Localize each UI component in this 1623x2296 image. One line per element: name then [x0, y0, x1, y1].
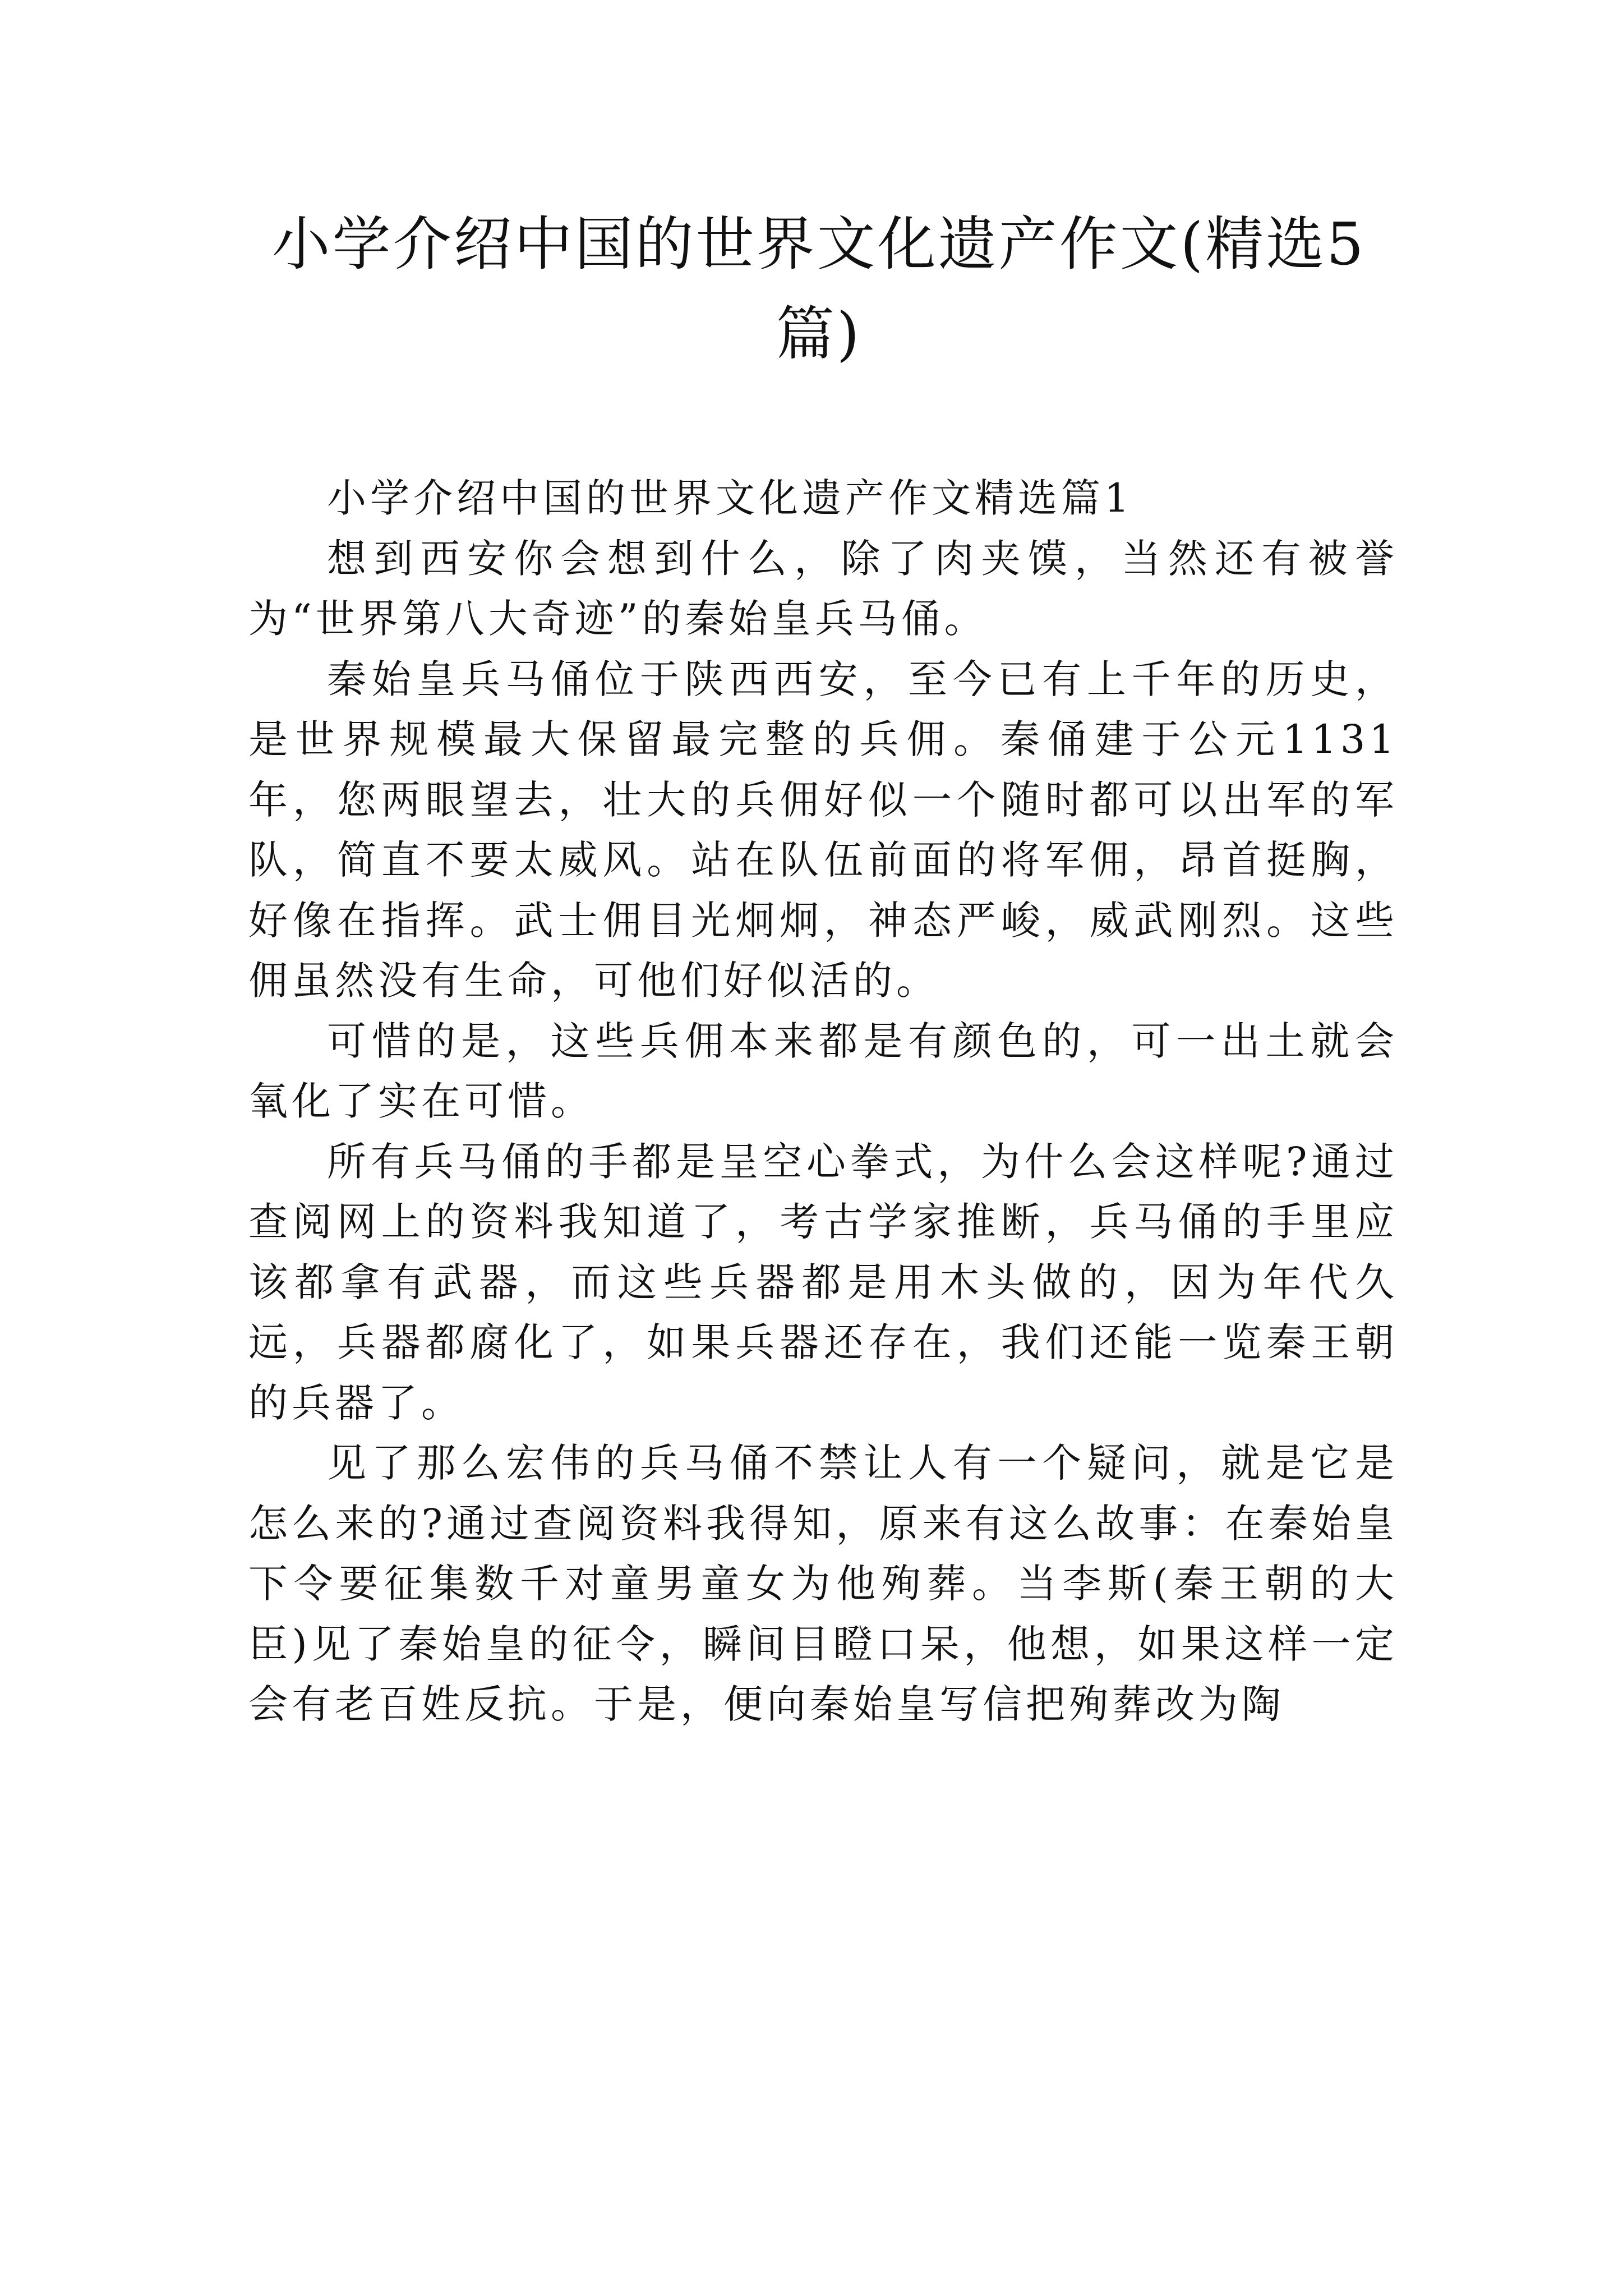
paragraph: 所有兵马俑的手都是呈空心拳式，为什么会这样呢?通过查阅网上的资料我知道了，考古学家推断，兵马俑的手里应该都拿有武器，而这些兵器都是用木头做的，因为年代久远，兵器都腐化了，如果兵器还存在，我们还能一览秦王朝的兵器了。: [248, 1138, 1398, 1426]
document-title: 小学介绍中国的世界文化遗产作文(精选5篇): [271, 210, 1366, 368]
paragraph: 见了那么宏伟的兵马俑不禁让人有一个疑问，就是它是怎么来的?通过查阅资料我得知，原来有这么故事：在秦始皇下令要征集数千对童男童女为他殉葬。当李斯(秦王朝的大臣)见了秦始皇的征令，瞬间目瞪口呆，他想，如果这样一定会有老百姓反抗。于是，便向秦始皇写信把殉葬改为陶: [248, 1440, 1398, 1727]
paragraph: 想到西安你会想到什么，除了肉夹馍，当然还有被誉为“世界第八大奇迹”的秦始皇兵马俑。: [248, 535, 1398, 642]
document-body: [248, 468, 1398, 1735]
paragraph: 可惜的是，这些兵佣本来都是有颜色的，可一出土就会氧化了实在可惜。: [248, 1018, 1398, 1124]
paragraph: 秦始皇兵马俑位于陕西西安，至今已有上千年的历史，是世界规模最大保留最完整的兵佣。秦俑建于公元1131年，您两眼望去，壮大的兵佣好似一个随时都可以出军的军队，简直不要太威风。站在队伍前面的将军佣，昂首挺胸，好像在指挥。武士佣目光炯炯，神态严峻，威武刚烈。这些佣虽然没有生命，可他们好似活的。: [248, 656, 1398, 1004]
section-heading: 小学介绍中国的世界文化遗产作文精选篇1: [327, 475, 1133, 521]
